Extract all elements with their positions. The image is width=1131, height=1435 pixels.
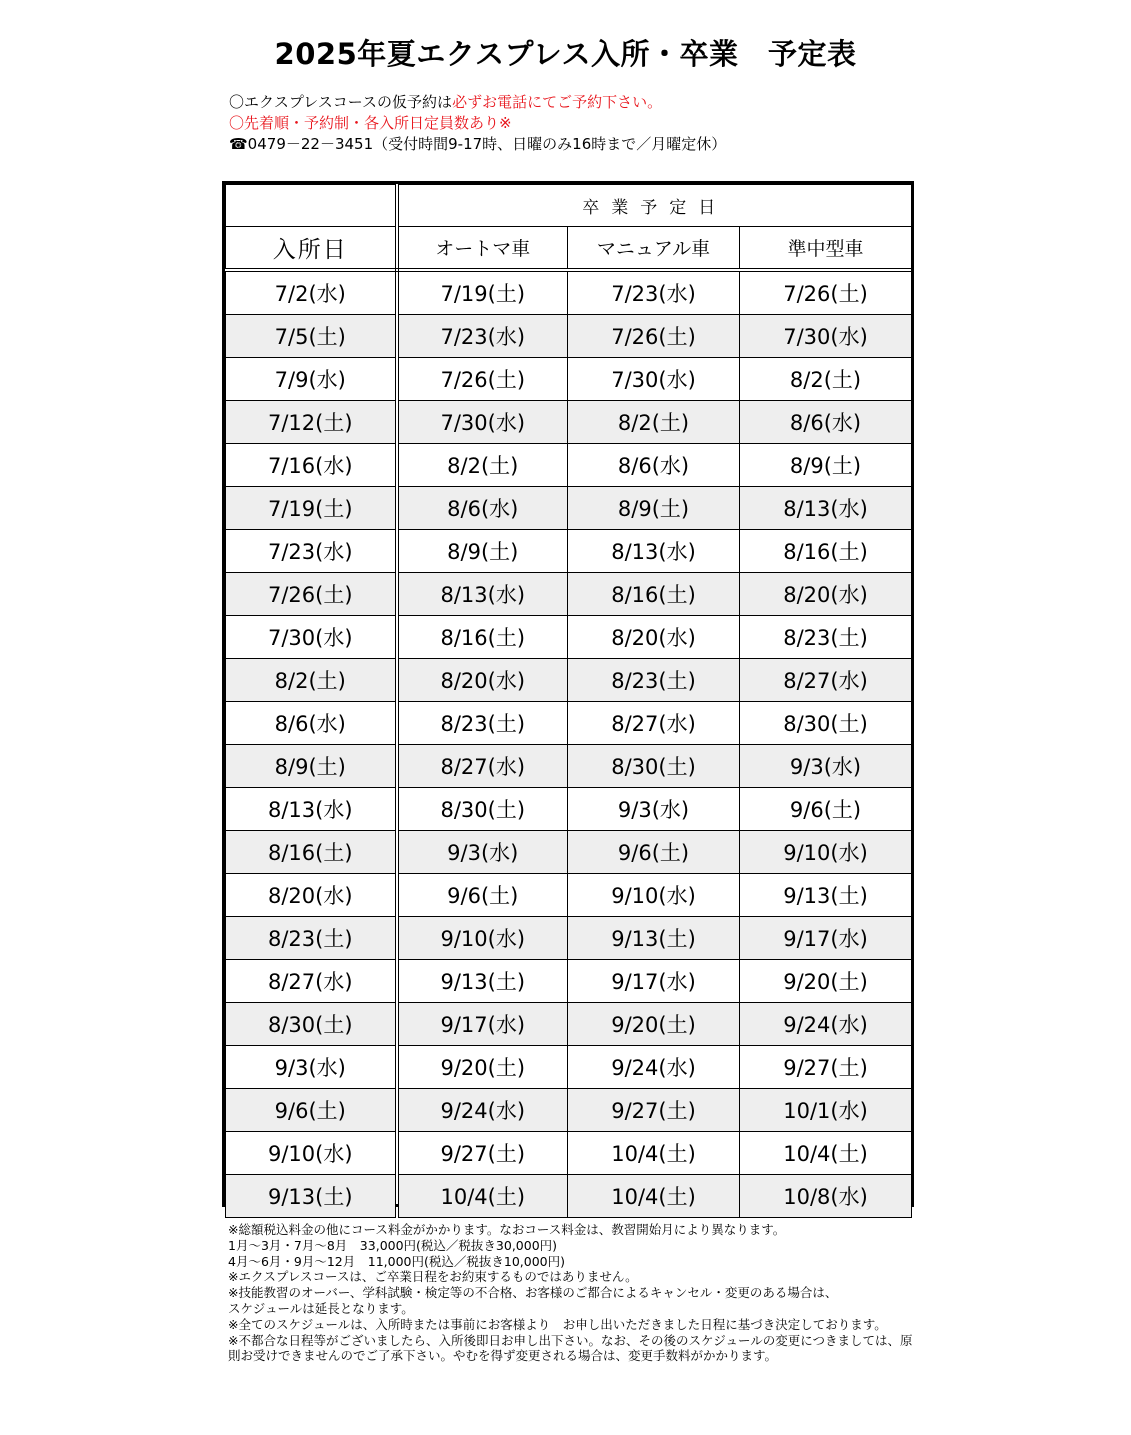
manual-date-cell: 9/20(土) <box>568 1003 740 1046</box>
semi-medium-date-cell: 10/1(水) <box>740 1089 912 1132</box>
entry-date-cell: 7/26(土) <box>226 573 397 616</box>
automatic-date-cell: 9/6(土) <box>397 874 568 917</box>
automatic-date-cell: 9/10(水) <box>397 917 568 960</box>
manual-date-cell: 9/17(水) <box>568 960 740 1003</box>
manual-date-cell: 7/26(土) <box>568 315 740 358</box>
automatic-date-cell: 8/13(水) <box>397 573 568 616</box>
manual-date-cell: 9/3(水) <box>568 788 740 831</box>
automatic-date-cell: 7/23(水) <box>397 315 568 358</box>
entry-date-cell: 7/30(水) <box>226 616 397 659</box>
table-row <box>226 831 912 874</box>
automatic-date-cell: 9/24(水) <box>397 1089 568 1132</box>
semi-medium-date-cell: 9/17(水) <box>740 917 912 960</box>
table-row <box>226 1089 912 1132</box>
automatic-date-cell: 8/27(水) <box>397 745 568 788</box>
entry-date-cell: 7/19(土) <box>226 487 397 530</box>
column-header-automatic: オートマ車 <box>397 227 568 271</box>
semi-medium-date-cell: 8/30(土) <box>740 702 912 745</box>
semi-medium-date-cell: 8/13(水) <box>740 487 912 530</box>
automatic-date-cell: 8/2(土) <box>397 444 568 487</box>
automatic-date-cell: 9/20(土) <box>397 1046 568 1089</box>
manual-date-cell: 10/4(土) <box>568 1132 740 1175</box>
automatic-date-cell: 8/16(土) <box>397 616 568 659</box>
entry-date-cell: 8/23(土) <box>226 917 397 960</box>
manual-date-cell: 9/6(土) <box>568 831 740 874</box>
manual-date-cell: 9/13(土) <box>568 917 740 960</box>
semi-medium-date-cell: 9/24(水) <box>740 1003 912 1046</box>
table-header-row-2 <box>226 227 912 271</box>
automatic-date-cell: 7/19(土) <box>397 270 568 315</box>
semi-medium-date-cell: 9/6(土) <box>740 788 912 831</box>
table-row <box>226 1046 912 1089</box>
entry-date-cell: 8/6(水) <box>226 702 397 745</box>
schedule-table <box>222 181 914 1207</box>
table-row <box>226 702 912 745</box>
semi-medium-date-cell: 8/6(水) <box>740 401 912 444</box>
table-row <box>226 270 912 315</box>
entry-date-cell: 7/2(水) <box>226 270 397 315</box>
table-row <box>226 401 912 444</box>
entry-date-cell: 8/2(土) <box>226 659 397 702</box>
notice-reservation-emphasis: 必ずお電話にてご予約下さい。 <box>452 93 663 111</box>
manual-date-cell: 8/6(水) <box>568 444 740 487</box>
notice-reservation <box>229 92 726 113</box>
semi-medium-date-cell: 9/10(水) <box>740 831 912 874</box>
semi-medium-date-cell: 8/20(水) <box>740 573 912 616</box>
manual-date-cell: 8/9(土) <box>568 487 740 530</box>
table-row <box>226 960 912 1003</box>
table-row <box>226 487 912 530</box>
manual-date-cell: 10/4(土) <box>568 1175 740 1218</box>
manual-date-cell: 9/10(水) <box>568 874 740 917</box>
entry-date-header: 入所日 <box>226 227 397 271</box>
footnotes <box>228 1222 918 1364</box>
table-corner-cell <box>226 185 397 227</box>
table-row <box>226 616 912 659</box>
entry-date-cell: 8/13(水) <box>226 788 397 831</box>
automatic-date-cell: 8/9(土) <box>397 530 568 573</box>
table-row <box>226 1132 912 1175</box>
entry-date-cell: 9/6(土) <box>226 1089 397 1132</box>
automatic-date-cell: 7/30(水) <box>397 401 568 444</box>
manual-date-cell: 9/24(水) <box>568 1046 740 1089</box>
table-row <box>226 530 912 573</box>
entry-date-cell: 9/13(土) <box>226 1175 397 1218</box>
footnote-line: ※技能教習のオーバー、学科試験・検定等の不合格、お客様のご都合によるキャンセル・変更のある場合は、 <box>228 1285 838 1301</box>
entry-date-cell: 9/10(水) <box>226 1132 397 1175</box>
schedule-table-body <box>226 185 912 1218</box>
table-row <box>226 874 912 917</box>
notice-phone: ☎0479－22－3451（受付時間9-17時、日曜のみ16時まで／月曜定休） <box>229 135 727 153</box>
notice-block <box>229 92 726 155</box>
manual-date-cell: 7/30(水) <box>568 358 740 401</box>
manual-date-cell: 7/23(水) <box>568 270 740 315</box>
automatic-date-cell: 7/26(土) <box>397 358 568 401</box>
page-title: 2025年夏エクスプレス入所・卒業 予定表 <box>274 37 857 71</box>
automatic-date-cell: 9/13(土) <box>397 960 568 1003</box>
column-header-semi-medium: 準中型車 <box>740 227 912 271</box>
footnote-line: ※総額税込料金の他にコース料金がかかります。なおコース料金は、教習開始月により異なります。 <box>228 1222 786 1237</box>
automatic-date-cell: 8/23(土) <box>397 702 568 745</box>
entry-date-cell: 7/9(水) <box>226 358 397 401</box>
entry-date-cell: 9/3(水) <box>226 1046 397 1089</box>
semi-medium-date-cell: 9/3(水) <box>740 745 912 788</box>
table-row <box>226 315 912 358</box>
manual-date-cell: 8/23(土) <box>568 659 740 702</box>
notice-reservation-text: 〇エクスプレスコースの仮予約は <box>229 93 453 111</box>
table-row <box>226 745 912 788</box>
entry-date-cell: 7/23(水) <box>226 530 397 573</box>
semi-medium-date-cell: 8/16(土) <box>740 530 912 573</box>
entry-date-cell: 7/5(土) <box>226 315 397 358</box>
automatic-date-cell: 9/3(水) <box>397 831 568 874</box>
table-row <box>226 1175 912 1218</box>
table-row <box>226 358 912 401</box>
notice-first-come: 〇先着順・予約制・各入所日定員数あり※ <box>229 114 512 132</box>
footnote-line: ※エクスプレスコースは、ご卒業日程をお約束するものではありません。 <box>228 1269 638 1285</box>
semi-medium-date-cell: 8/9(土) <box>740 444 912 487</box>
entry-date-cell: 8/20(水) <box>226 874 397 917</box>
semi-medium-date-cell: 9/13(土) <box>740 874 912 917</box>
automatic-date-cell: 8/30(土) <box>397 788 568 831</box>
footnote-line: 1月～3月・7月～8月 33,000円(税込／税抜き30,000円) <box>228 1237 558 1253</box>
table-row <box>226 788 912 831</box>
manual-date-cell: 8/30(土) <box>568 745 740 788</box>
table-header-row-1 <box>226 185 912 227</box>
entry-date-cell: 7/12(土) <box>226 401 397 444</box>
semi-medium-date-cell: 7/26(土) <box>740 270 912 315</box>
semi-medium-date-cell: 8/2(土) <box>740 358 912 401</box>
table-row <box>226 659 912 702</box>
table-row <box>226 573 912 616</box>
semi-medium-date-cell: 8/27(水) <box>740 659 912 702</box>
semi-medium-date-cell: 8/23(土) <box>740 616 912 659</box>
manual-date-cell: 8/2(土) <box>568 401 740 444</box>
semi-medium-date-cell: 7/30(水) <box>740 315 912 358</box>
column-header-manual: マニュアル車 <box>568 227 740 271</box>
entry-date-cell: 8/27(水) <box>226 960 397 1003</box>
automatic-date-cell: 8/20(水) <box>397 659 568 702</box>
manual-date-cell: 9/27(土) <box>568 1089 740 1132</box>
semi-medium-date-cell: 9/20(土) <box>740 960 912 1003</box>
footnote-line: スケジュールは延長となります。 <box>228 1300 414 1316</box>
entry-date-cell: 8/30(土) <box>226 1003 397 1046</box>
automatic-date-cell: 9/17(水) <box>397 1003 568 1046</box>
manual-date-cell: 8/20(水) <box>568 616 740 659</box>
footnote-line: ※全てのスケジュールは、入所時または事前にお客様より お申し出いただきました日程に基づき決定しております。 <box>228 1316 887 1332</box>
automatic-date-cell: 9/27(土) <box>397 1132 568 1175</box>
semi-medium-date-cell: 9/27(土) <box>740 1046 912 1089</box>
semi-medium-date-cell: 10/4(土) <box>740 1132 912 1175</box>
table-row <box>226 917 912 960</box>
semi-medium-date-cell: 10/8(水) <box>740 1175 912 1218</box>
entry-date-cell: 7/16(水) <box>226 444 397 487</box>
graduation-date-header: 卒業予定日 <box>397 185 912 227</box>
entry-date-cell: 8/9(土) <box>226 745 397 788</box>
manual-date-cell: 8/16(土) <box>568 573 740 616</box>
manual-date-cell: 8/13(水) <box>568 530 740 573</box>
automatic-date-cell: 10/4(土) <box>397 1175 568 1218</box>
manual-date-cell: 8/27(水) <box>568 702 740 745</box>
footnote-line: ※不都合な日程等がございましたら、入所後即日お申し出下さい。なお、その後のスケジュールの変更につきましては、原則お受けできませんのでご了承下さい。やむを得ず変更される場合は、変更手数料がかかります。 <box>228 1332 913 1364</box>
footnote-line: 4月～6月・9月～12月 11,000円(税込／税抜き10,000円) <box>228 1253 565 1269</box>
table-row <box>226 444 912 487</box>
automatic-date-cell: 8/6(水) <box>397 487 568 530</box>
table-row <box>226 1003 912 1046</box>
entry-date-cell: 8/16(土) <box>226 831 397 874</box>
